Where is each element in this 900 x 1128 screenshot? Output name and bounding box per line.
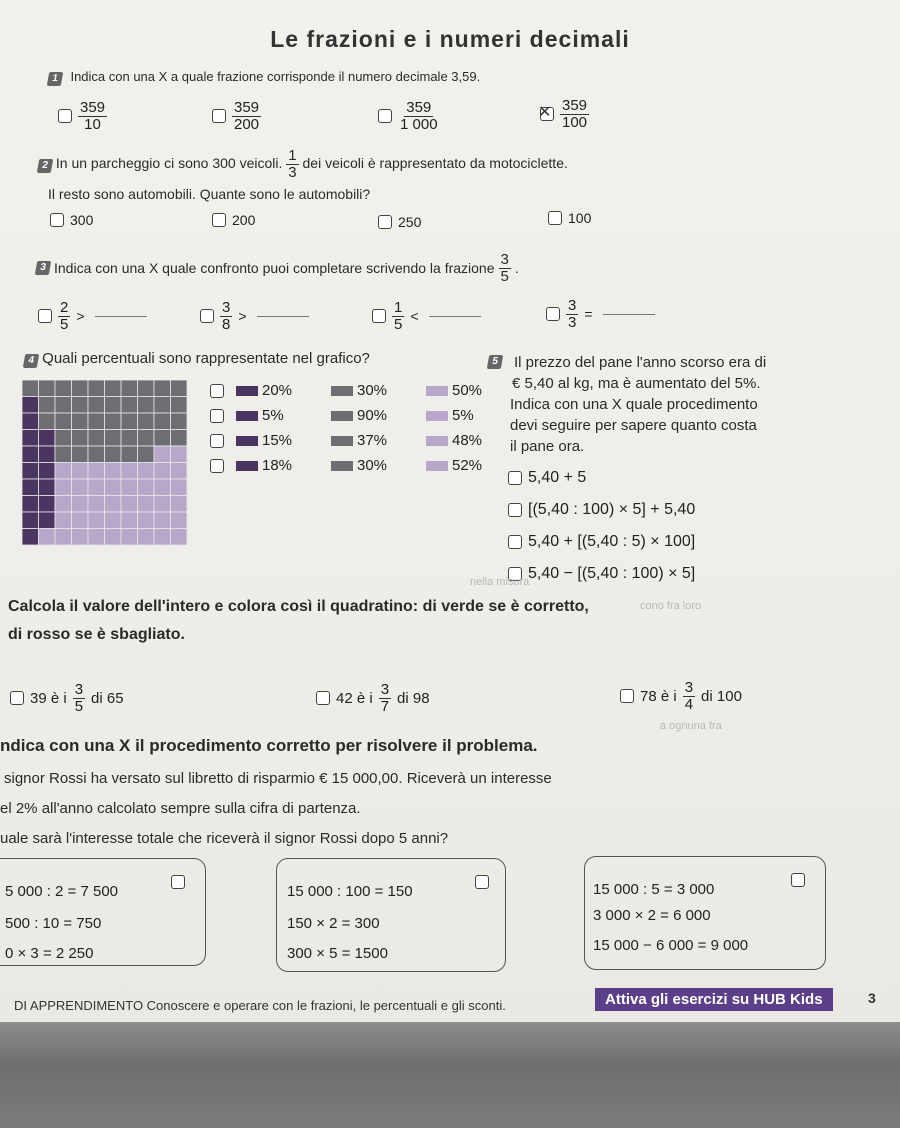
grid-cell: [105, 430, 122, 447]
q3-option-3[interactable]: $\frac{1}{5}$ <: [372, 300, 481, 333]
grid-cell: [105, 529, 122, 546]
grid-cell: [88, 397, 105, 414]
checkbox[interactable]: [212, 213, 226, 227]
grid-cell: [55, 496, 72, 513]
grid-cell: [55, 512, 72, 529]
mid-swatch: [331, 461, 353, 471]
dark-swatch: [236, 411, 258, 421]
dark-swatch: [236, 386, 258, 396]
grid-cell: [88, 446, 105, 463]
q5-option-1[interactable]: 5,40 + 5: [508, 462, 695, 494]
grid-cell: [39, 430, 56, 447]
grid-cell: [138, 496, 155, 513]
checkbox[interactable]: [171, 875, 185, 889]
check-mark-icon: ✕: [538, 104, 552, 122]
q1-option-2[interactable]: [212, 100, 261, 133]
grid-cell: [105, 397, 122, 414]
checkbox[interactable]: [210, 459, 224, 473]
grid-cell: [55, 529, 72, 546]
question-3: 3 Indica con una X quale confronto puoi completare scrivendo la frazione $\frac{3}{5}$ .: [36, 252, 519, 285]
light-swatch: [426, 386, 448, 396]
question-number-badge: 1: [47, 72, 63, 86]
grid-cell: [171, 512, 188, 529]
q2-option-4[interactable]: 100: [548, 210, 591, 226]
grid-cell: [72, 413, 89, 430]
grid-cell: [72, 496, 89, 513]
light-swatch: [426, 436, 448, 446]
grid-cell: [121, 380, 138, 397]
q4-option-3[interactable]: 15% 37% 48%: [210, 432, 521, 449]
fraction: $\frac{359}{100}$: [562, 97, 588, 131]
checkbox[interactable]: [475, 875, 489, 889]
grid-cell: [154, 413, 171, 430]
fraction: $\frac{3}{8}$: [222, 299, 231, 333]
question-4: 4 Quali percentuali sono rappresentate nel grafico?: [24, 350, 370, 368]
question-1-text: Indica con una X a quale frazione corrisponde il numero decimale 3,59.: [70, 69, 481, 84]
grid-cell: [105, 380, 122, 397]
checkbox[interactable]: [378, 109, 392, 123]
bleed-through-text: a ognuna fra: [660, 720, 722, 732]
fraction: $\frac{3}{5}$: [74, 681, 84, 715]
checkbox[interactable]: [546, 307, 560, 321]
fraction: $\frac{359}{1 000}$: [400, 99, 438, 133]
grid-cell: [171, 529, 188, 546]
checkbox[interactable]: [200, 309, 214, 323]
checkbox[interactable]: [50, 213, 64, 227]
q2-option-3[interactable]: 250: [378, 214, 421, 230]
grid-cell: [39, 463, 56, 480]
dark-swatch: [236, 436, 258, 446]
grid-cell: [22, 397, 39, 414]
grid-cell: [154, 430, 171, 447]
procedure-box-3[interactable]: 15 000 : 5 = 3 000 3 000 × 2 = 6 000 15 000 − 6 000 = 9 000: [584, 856, 826, 970]
q5-options: [508, 462, 695, 590]
fraction: $\frac{359}{10}$: [80, 99, 106, 133]
grid-cell: [154, 479, 171, 496]
grid-cell: [171, 496, 188, 513]
grid-cell: [154, 496, 171, 513]
q4-options: [210, 382, 521, 474]
grid-cell: [88, 496, 105, 513]
q5-option-2[interactable]: [(5,40 : 100) × 5] + 5,40: [508, 494, 695, 526]
grid-cell: [72, 446, 89, 463]
grid-cell: [138, 512, 155, 529]
checkbox-checked[interactable]: [538, 104, 554, 122]
grid-cell: [171, 463, 188, 480]
grid-cell: [72, 380, 89, 397]
checkbox[interactable]: [10, 691, 24, 705]
q3-option-2[interactable]: $\frac{3}{8}$ >: [200, 300, 309, 333]
grid-cell: [154, 529, 171, 546]
question-7-line-2: el 2% all'anno calcolato sempre sulla cifra di partenza.: [0, 800, 361, 817]
page-number-edge: 3: [868, 990, 876, 1006]
grid-cell: [105, 413, 122, 430]
q4-option-1[interactable]: 20% 30% 50%: [210, 382, 521, 399]
mid-swatch: [331, 411, 353, 421]
grid-cell: [138, 446, 155, 463]
mid-swatch: [331, 436, 353, 446]
question-1: [48, 68, 480, 86]
q4-option-4[interactable]: 18% 30% 52%: [210, 457, 521, 474]
q5-option-4[interactable]: 5,40 − [(5,40 : 100) × 5]: [508, 558, 695, 590]
grid-cell: [154, 463, 171, 480]
grid-cell: [154, 397, 171, 414]
checkbox[interactable]: [508, 535, 522, 549]
fraction: $\frac{3}{4}$: [684, 679, 694, 713]
fraction: $\frac{3}{3}$: [568, 297, 577, 331]
q1-option-1[interactable]: [58, 100, 107, 133]
question-5: 5 Il prezzo del pane l'anno scorso era di € 5,40 al kg, ma è aumentato del 5%. Indica con una X quale procedimento devi seguire per sapere quanto costa il pane ora.: [488, 352, 766, 457]
grid-cell: [121, 512, 138, 529]
answer-blank[interactable]: [95, 316, 147, 317]
procedure-box-1[interactable]: 5 000 : 2 = 7 500 500 : 10 = 750 0 × 3 = 2 250: [0, 858, 206, 966]
grid-cell: [138, 479, 155, 496]
grid-cell: [88, 380, 105, 397]
grid-cell: [39, 496, 56, 513]
q6-item-3[interactable]: 78 è i $\frac{3}{4}$ di 100: [620, 680, 742, 713]
grid-cell: [22, 413, 39, 430]
fraction: $\frac{3}{5}$: [500, 251, 509, 285]
grid-cell: [105, 496, 122, 513]
answer-blank[interactable]: [257, 316, 309, 317]
question-7-heading: ndica con una X il procedimento corretto per risolvere il problema.: [0, 736, 538, 755]
grid-cell: [72, 479, 89, 496]
footer-objective: DI APPRENDIMENTO Conoscere e operare con le frazioni, le percentuali e gli sconti.: [14, 998, 506, 1013]
q2-option-1[interactable]: 300: [50, 212, 93, 228]
grid-cell: [22, 430, 39, 447]
grid-cell: [39, 446, 56, 463]
grid-cell: [138, 529, 155, 546]
checkbox[interactable]: [378, 215, 392, 229]
grid-cell: [171, 397, 188, 414]
question-6-text-b: di rosso se è sbagliato.: [8, 626, 185, 643]
grid-cell: [105, 479, 122, 496]
hub-kids-banner[interactable]: Attiva gli esercizi su HUB Kids: [595, 988, 833, 1011]
grid-cell: [22, 496, 39, 513]
q6-item-1[interactable]: 39 è i $\frac{3}{5}$ di 65: [10, 682, 124, 715]
grid-cell: [22, 380, 39, 397]
grid-cell: [138, 413, 155, 430]
checkbox[interactable]: [508, 503, 522, 517]
question-2: 2 In un parcheggio ci sono 300 veicoli. $\frac{1}{3}$ dei veicoli è rappresentato da motociclette.: [38, 148, 568, 181]
grid-cell: [39, 479, 56, 496]
question-7-line-3: uale sarà l'interesse totale che riceverà il signor Rossi dopo 5 anni?: [0, 830, 449, 847]
grid-cell: [22, 529, 39, 546]
grid-cell: [72, 397, 89, 414]
q5-option-3[interactable]: 5,40 + [(5,40 : 5) × 100]: [508, 526, 695, 558]
grid-cell: [88, 512, 105, 529]
grid-cell: [39, 529, 56, 546]
checkbox[interactable]: [210, 434, 224, 448]
checkbox[interactable]: [620, 689, 634, 703]
answer-blank[interactable]: [429, 316, 481, 317]
grid-cell: [105, 446, 122, 463]
grid-cell: [154, 446, 171, 463]
question-6-text-a: Calcola il valore dell'intero e colora così il quadratino: di verde se è corretto,: [8, 598, 589, 615]
question-number-badge: 3: [35, 261, 51, 275]
grid-cell: [121, 463, 138, 480]
grid-cell: [105, 512, 122, 529]
fraction: $\frac{1}{3}$: [288, 147, 297, 181]
grid-cell: [55, 463, 72, 480]
percentage-grid-chart: [22, 380, 190, 548]
grid-cell: [22, 479, 39, 496]
grid-cell: [121, 446, 138, 463]
fraction: $\frac{359}{200}$: [234, 99, 260, 133]
checkbox[interactable]: [508, 471, 522, 485]
grid-cell: [88, 430, 105, 447]
grid-cell: [72, 430, 89, 447]
q3-option-4[interactable]: $\frac{3}{3}$ =: [546, 298, 655, 331]
background-surface: [0, 1022, 900, 1128]
grid-cell: [55, 380, 72, 397]
checkbox[interactable]: [210, 384, 224, 398]
question-2-line-2: Il resto sono automobili. Quante sono le automobili?: [48, 186, 371, 202]
checkbox[interactable]: [210, 409, 224, 423]
mid-swatch: [331, 386, 353, 396]
grid-cell: [88, 463, 105, 480]
question-7-line-1: signor Rossi ha versato sul libretto di risparmio € 15 000,00. Riceverà un interesse: [4, 770, 552, 787]
light-swatch: [426, 461, 448, 471]
dark-swatch: [236, 461, 258, 471]
checkbox[interactable]: [58, 109, 72, 123]
grid-cell: [121, 430, 138, 447]
grid-cell: [88, 413, 105, 430]
question-number-badge: 5: [487, 355, 503, 369]
q2-option-2[interactable]: 200: [212, 212, 255, 228]
grid-cell: [22, 512, 39, 529]
checkbox[interactable]: [316, 691, 330, 705]
checkbox[interactable]: [212, 109, 226, 123]
grid-cell: [55, 397, 72, 414]
grid-cell: [154, 512, 171, 529]
grid-cell: [39, 512, 56, 529]
grid-cell: [88, 479, 105, 496]
grid-cell: [55, 479, 72, 496]
checkbox[interactable]: [372, 309, 386, 323]
grid-cell: [39, 397, 56, 414]
grid-cell: [171, 413, 188, 430]
answer-blank[interactable]: [603, 314, 655, 315]
grid-cell: [171, 446, 188, 463]
grid-cell: [72, 512, 89, 529]
q1-option-4[interactable]: [540, 98, 589, 131]
checkbox[interactable]: [791, 873, 805, 887]
q3-option-1[interactable]: $\frac{2}{5}$ >: [38, 300, 147, 333]
grid-cell: [22, 463, 39, 480]
grid-cell: [138, 430, 155, 447]
bleed-through-text: cono fra loro: [640, 600, 702, 612]
grid-cell: [171, 479, 188, 496]
grid-cell: [138, 397, 155, 414]
grid-cell: [55, 446, 72, 463]
grid-cell: [55, 413, 72, 430]
grid-cell: [22, 446, 39, 463]
q1-option-3[interactable]: [378, 100, 440, 133]
grid-cell: [72, 529, 89, 546]
checkbox[interactable]: [38, 309, 52, 323]
procedure-box-2[interactable]: 15 000 : 100 = 150 150 × 2 = 300 300 × 5 = 1500: [276, 858, 506, 972]
grid-cell: [171, 430, 188, 447]
grid-cell: [138, 380, 155, 397]
grid-cell: [39, 380, 56, 397]
bleed-through-text: nella misura: [470, 576, 530, 588]
grid-cell: [154, 380, 171, 397]
grid-cell: [39, 413, 56, 430]
grid-cell: [171, 380, 188, 397]
grid-cell: [105, 463, 122, 480]
checkbox[interactable]: [548, 211, 562, 225]
question-number-badge: 4: [23, 354, 39, 368]
light-swatch: [426, 411, 448, 421]
q4-option-2[interactable]: 5% 90% 5%: [210, 407, 521, 424]
grid-cell: [121, 397, 138, 414]
grid-cell: [88, 529, 105, 546]
q6-item-2[interactable]: 42 è i $\frac{3}{7}$ di 98: [316, 682, 430, 715]
grid-cell: [121, 529, 138, 546]
fraction: $\frac{3}{7}$: [380, 681, 390, 715]
grid-cell: [55, 430, 72, 447]
grid-cell: [72, 463, 89, 480]
grid-cell: [121, 413, 138, 430]
question-number-badge: 2: [37, 159, 53, 173]
grid-cell: [121, 496, 138, 513]
fraction: $\frac{2}{5}$: [60, 299, 69, 333]
fraction: $\frac{1}{5}$: [394, 299, 403, 333]
grid-cell: [138, 463, 155, 480]
grid-cell: [121, 479, 138, 496]
page-title: Le frazioni e i numeri decimali: [270, 26, 630, 52]
